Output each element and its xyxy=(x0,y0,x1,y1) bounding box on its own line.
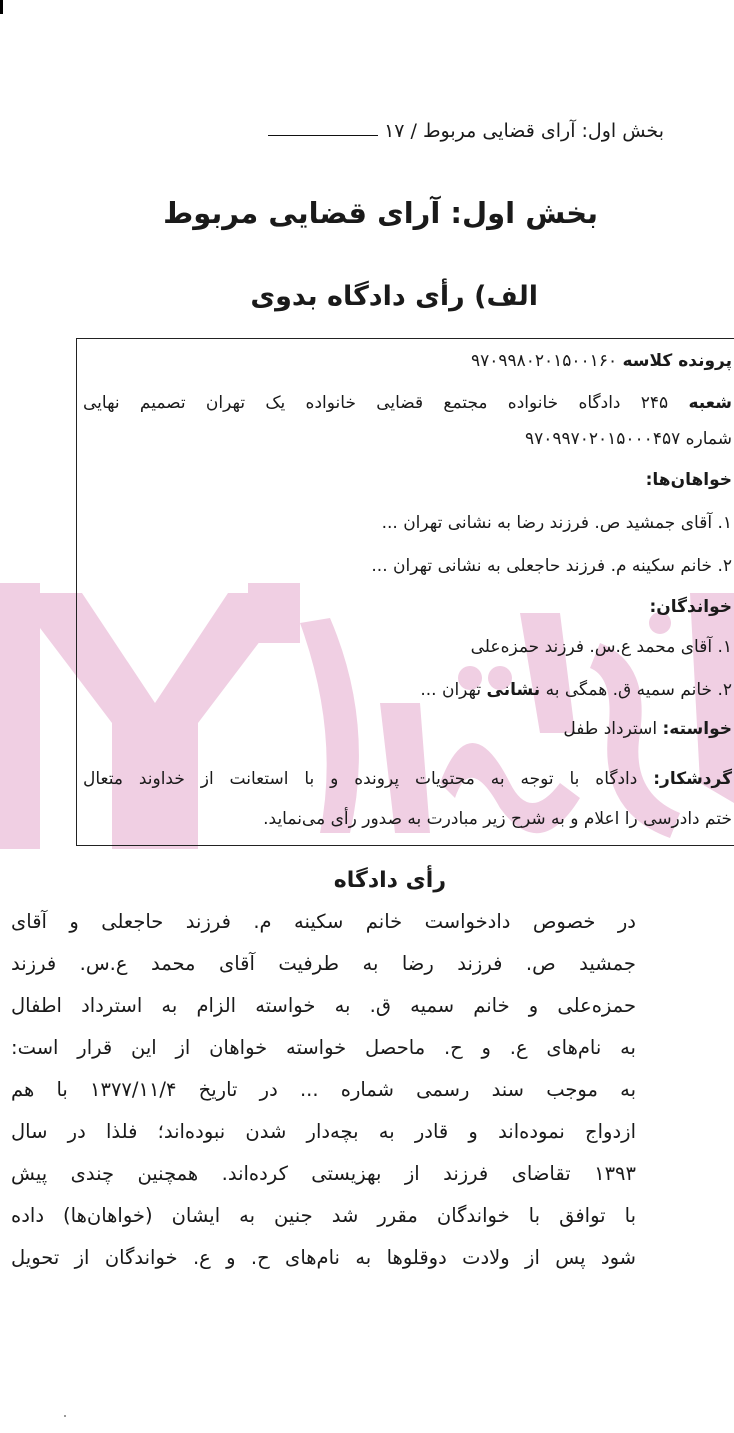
case-info-box xyxy=(76,338,734,846)
defendant-2-text-b: تهران ... xyxy=(420,680,482,700)
running-header xyxy=(64,120,664,142)
verdict-line-7: ۱۳۹۳ تقاضای فرزند از بهزیستی کرده‌اند. همچنین چندی پیش xyxy=(11,1162,636,1185)
summary-line-1 xyxy=(83,771,732,788)
part-title: بخش اول: آرای قضایی مربوط xyxy=(163,196,598,230)
running-header-text: بخش اول: آرای قضایی مربوط / ۱۷ xyxy=(384,120,664,142)
verdict-line-2: جمشید ص. فرزند رضا به طرفیت آقای محمد ع.س. فرزند xyxy=(11,952,636,975)
verdict-line-3: حمزه‌علی و خانم سمیه ق. به خواسته الزام به استرداد اطفال xyxy=(11,994,636,1017)
verdict-line-8: با توافق با خواندگان مقرر شد جنین به ایشان (خواهان‌ها) داده xyxy=(11,1204,636,1227)
claim-text: استرداد طفل xyxy=(563,719,658,739)
summary-label: گردشکار: xyxy=(653,769,732,789)
decision-number-line: شماره ۹۷۰۹۹۷۰۲۰۱۵۰۰۰۴۵۷ xyxy=(524,429,732,449)
verdict-line-9: شود پس از ولادت دوقلوها به نام‌های ح. و ع. خواندگان از تحویل xyxy=(11,1246,636,1269)
verdict-line-4: به نام‌های ع. و ح. ماحصل خواسته خواهان از این قرار است: xyxy=(11,1036,636,1059)
verdict-title: رأی دادگاه xyxy=(333,868,446,893)
plaintiff-item-1: ۱. آقای جمشید ص. فرزند رضا به نشانی تهران ... xyxy=(381,513,732,533)
section-title: الف) رأی دادگاه بدوی xyxy=(250,281,538,312)
verdict-line-1: در خصوص دادخواست خانم سکینه م. فرزند حاجعلی و آقای xyxy=(11,910,636,933)
claim-label: خواسته: xyxy=(662,719,732,739)
defendant-item-2 xyxy=(83,682,732,699)
defendant-2-bold-word: نشانی xyxy=(486,680,541,700)
file-number-line xyxy=(83,353,732,370)
summary-line-2: ختم دادرسی را اعلام و به شرح زیر مبادرت به صدور رأی می‌نماید. xyxy=(263,809,732,829)
running-header-rule xyxy=(268,135,378,136)
defendant-2-text-a: ۲. خانم سمیه ق. همگی به xyxy=(545,680,732,700)
branch-text: ۲۴۵ دادگاه خانواده مجتمع قضایی خانواده یک تهران تصمیم نهایی xyxy=(83,393,669,413)
scan-edge-mark xyxy=(0,0,3,14)
claim-line xyxy=(83,721,732,738)
summary-text-1: دادگاه با توجه به محتویات پرونده و با استعانت از خداوند متعال xyxy=(83,769,638,789)
file-number-value: ۹۷۰۹۹۸۰۲۰۱۵۰۰۱۶۰ xyxy=(470,351,618,371)
verdict-line-5: به موجب سند رسمی شماره ... در تاریخ ۱۳۷۷/۱۱/۴ با هم xyxy=(11,1078,636,1101)
plaintiff-item-2: ۲. خانم سکینه م. فرزند حاجعلی به نشانی تهران ... xyxy=(371,556,732,576)
file-number-label: پرونده کلاسه xyxy=(622,351,732,371)
plaintiffs-label: خواهان‌ها: xyxy=(645,470,732,490)
scan-speck xyxy=(64,1415,66,1417)
defendants-label: خواندگان: xyxy=(649,597,732,617)
branch-line xyxy=(83,395,732,412)
verdict-line-6: ازدواج نموده‌اند و قادر به بچه‌دار شدن نبوده‌اند؛ فلذا در سال xyxy=(11,1120,636,1143)
branch-label: شعبه xyxy=(688,393,732,413)
defendant-item-1: ۱. آقای محمد ع.س. فرزند حمزه‌علی xyxy=(470,637,732,657)
